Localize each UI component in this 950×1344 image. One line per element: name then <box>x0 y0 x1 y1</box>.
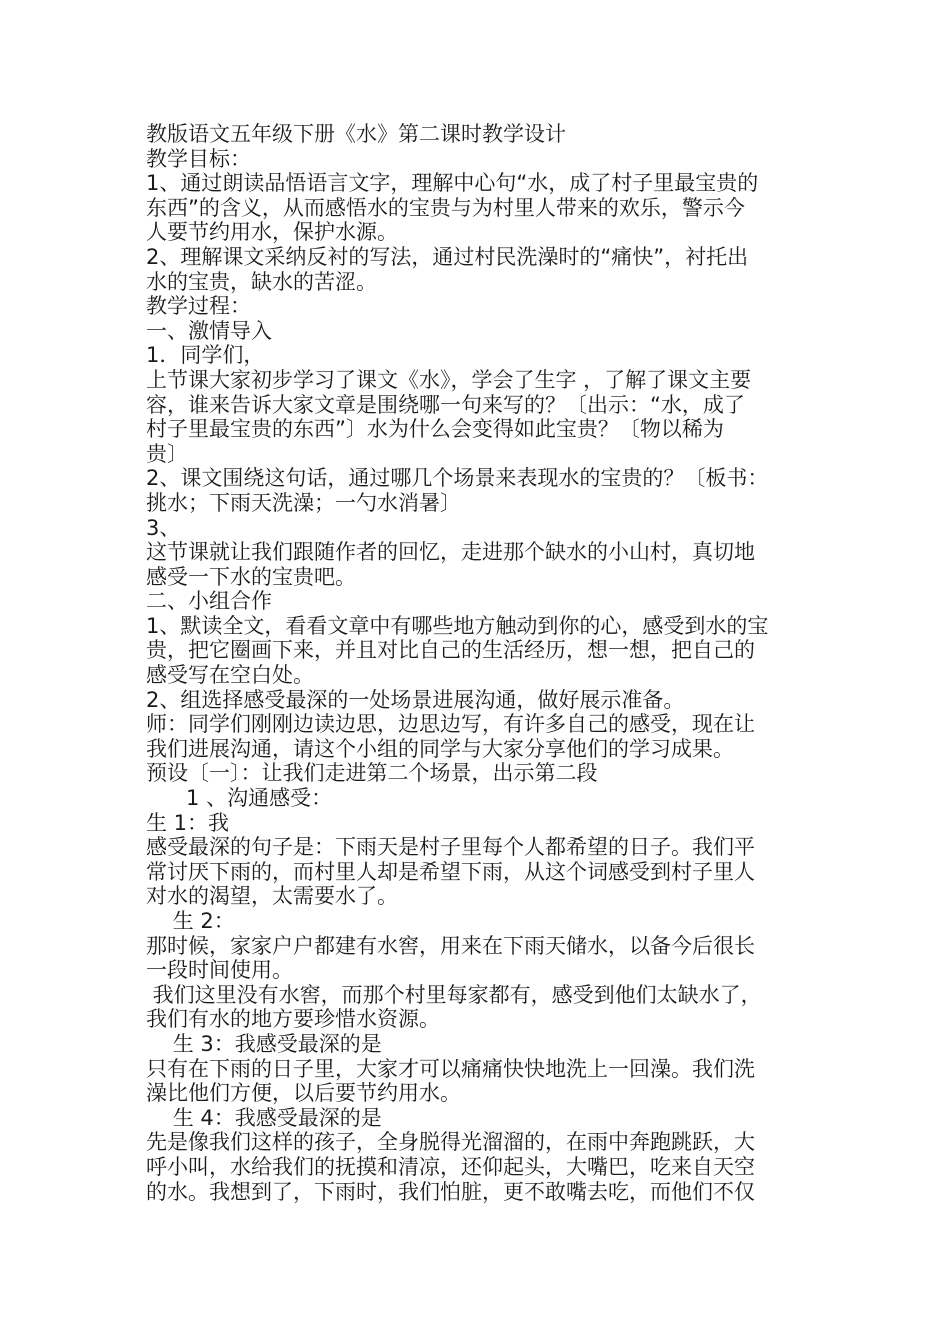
text-line: 上节课大家初步学习了课文《水》，学会了生字 ，了解了课文主要 <box>146 367 752 392</box>
section-heading-objectives: 教学目标： <box>146 146 251 171</box>
text-line: 东西”的含义，从而感悟水的宝贵与为村里人带来的欢乐，警示今 <box>146 195 745 220</box>
text-line: 2、理解课文采纳反衬的写法，通过村民洗澡时的“痛快”，衬托出 <box>146 244 749 269</box>
text-line: 预设〔一〕：让我们走进第二个场景，出示第二段 <box>146 761 598 786</box>
text-line: 澡比他们方便，以后要节约用水。 <box>146 1081 461 1106</box>
document-title: 教版语文五年级下册《水》第二课时教学设计 <box>146 122 566 146</box>
text-line: 感受写在空白处。 <box>146 663 314 688</box>
text-line: 一段时间使用。 <box>146 958 293 983</box>
text-line: 呼小叫，水给我们的抚摸和清凉，还仰起头，大嘴巴，吃来自天空 <box>146 1154 755 1179</box>
section-heading-intro: 一、激情导入 <box>146 318 272 343</box>
text-line: 我们有水的地方要珍惜水资源。 <box>146 1007 440 1032</box>
text-line: 生 1：我 <box>146 810 230 835</box>
text-line: 3、 <box>146 515 181 540</box>
text-line: 容，谁来告诉大家文章是围绕哪一句来写的？〔出示：“水，成了 <box>146 392 745 417</box>
text-line: 村子里最宝贵的东西”〕水为什么会变得如此宝贵？〔物以稀为 <box>146 417 724 442</box>
text-line: 那时候，家家户户都建有水窖，用来在下雨天储水，以备今后很长 <box>146 933 755 958</box>
text-line: 人要节约用水，保护水源。 <box>146 220 398 245</box>
text-line: 1．同学们， <box>146 343 265 368</box>
text-line: 对水的渴望，太需要水了。 <box>146 884 398 909</box>
text-line: 贵，把它圈画下来，并且对比自己的生活经历，想一想，把自己的 <box>146 638 755 663</box>
text-line: 1、默读全文，看看文章中有哪些地方触动到你的心，感受到水的宝 <box>146 613 769 638</box>
text-line: 我们进展沟通，请这个小组的同学与大家分享他们的学习成果。 <box>146 736 734 761</box>
text-line: 挑水；下雨天洗澡；一勺水消暑〕 <box>146 490 461 515</box>
text-line: 生 3：我感受最深的是 <box>146 1031 382 1056</box>
text-line: 的水。我想到了，下雨时，我们怕脏，更不敢嘴去吃，而他们不仅 <box>146 1179 755 1204</box>
text-line: 2、组选择感受最深的一处场景进展沟通，做好展示准备。 <box>146 687 685 712</box>
text-line: 这节课就让我们跟随作者的回忆，走进那个缺水的小山村，真切地 <box>146 540 755 565</box>
text-line: 感受一下水的宝贵吧。 <box>146 564 356 589</box>
text-line: 2、课文围绕这句话，通过哪几个场景来表现水的宝贵的？〔板书： <box>146 466 769 491</box>
document-body <box>146 122 806 1204</box>
section-heading-group-work: 二、小组合作 <box>146 589 272 614</box>
text-line: 感受最深的句子是：下雨天是村子里每个人都希望的日子。我们平 <box>146 835 755 860</box>
text-line: 水的宝贵，缺水的苦涩。 <box>146 269 377 294</box>
text-line: 1、通过朗读品悟语言文字，理解中心句“水，成了村子里最宝贵的 <box>146 171 759 196</box>
text-line: 我们这里没有水窖，而那个村里每家都有，感受到他们太缺水了， <box>146 982 762 1007</box>
text-line: 生 2： <box>146 909 235 933</box>
text-line: 生 4：我感受最深的是 <box>146 1105 382 1130</box>
section-heading-process: 教学过程： <box>146 294 251 319</box>
text-line: 贵〕 <box>146 441 188 466</box>
text-line: 先是像我们这样的孩子，全身脱得光溜溜的，在雨中奔跑跳跃，大 <box>146 1130 755 1155</box>
text-line: 1 、沟通感受： <box>146 786 333 811</box>
text-line: 只有在下雨的日子里，大家才可以痛痛快快地洗上一回澡。我们洗 <box>146 1056 755 1081</box>
text-line: 师：同学们刚刚边读边思，边思边写，有许多自己的感受，现在让 <box>146 712 755 737</box>
text-line: 常讨厌下雨的，而村里人却是希望下雨，从这个词感受到村子里人 <box>146 859 755 884</box>
